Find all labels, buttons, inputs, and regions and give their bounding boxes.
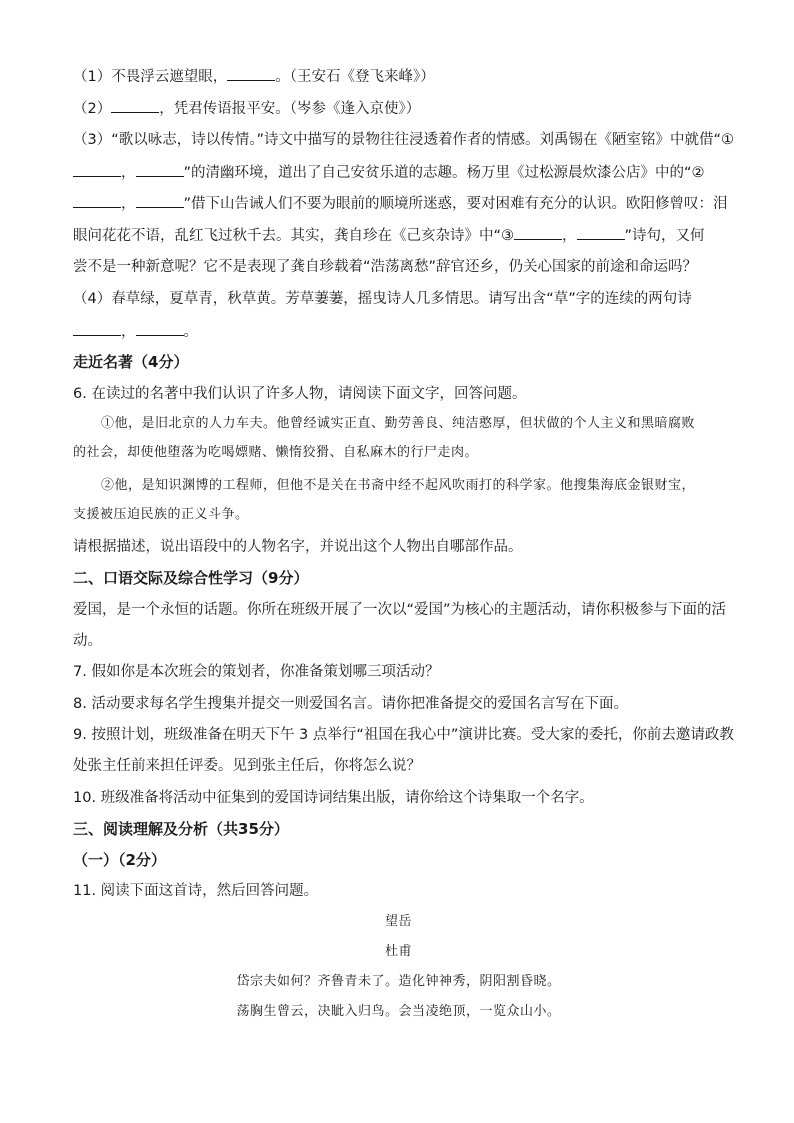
q4-text-1: （4）春草绿，夏草青，秋草黄。芳草萋萋，摇曳诗人几多情思。请写出含“草”字的连续的两句诗 <box>73 291 692 307</box>
question-4-line-2 <box>73 321 724 342</box>
comma: ， <box>562 228 577 244</box>
comma: ， <box>121 165 136 181</box>
q3-text-1: （3）“歌以咏志，诗以传情。”诗文中描写的景物往往浸透着作者的情感。刘禹锡在《陋室铭》中就借“① <box>73 132 735 148</box>
poem-line-2: 荡胸生曾云，决眦入归鸟。会当凌绝顶，一览众山小。 <box>236 1004 561 1019</box>
question-6-ask: 请根据描述，说出语段中的人物名字，并说出这个人物出自哪部作品。 <box>73 539 523 555</box>
passage-2-line-2: 支援被压迫民族的正义斗争。 <box>73 507 249 522</box>
answer-blank[interactable] <box>136 162 184 177</box>
question-2-line <box>73 98 724 119</box>
question-3-line-5 <box>73 257 724 277</box>
question-1-line <box>73 66 724 87</box>
question-3-line-4 <box>73 225 724 246</box>
answer-blank[interactable] <box>111 98 159 113</box>
q3-text-2: ”的清幽环境，道出了自己安贫乐道的志趣。杨万里《过松源晨炊漆公店》中的“② <box>183 165 705 181</box>
q2-text-a: （2） <box>73 101 112 117</box>
section-2-intro-line-2: 动。 <box>73 633 102 649</box>
question-6: 6. 在读过的名著中我们认识了许多人物，请阅读下面文字，回答问题。 <box>73 386 527 402</box>
q2-text-b: ，凭君传语报平安。（岑参《逢入京使》） <box>159 101 421 117</box>
answer-blank[interactable] <box>577 225 625 240</box>
q1-text-a: （1）不畏浮云遮望眼， <box>73 69 228 85</box>
answer-blank[interactable] <box>73 193 121 208</box>
question-9-line-1: 9. 按照计划，班级准备在明天下午 3 点举行“祖国在我心中”演讲比赛。受大家的委托，你前去邀请政教 <box>73 727 734 743</box>
question-9-line-2: 处张主任前来担任评委。见到张主任后，你将怎么说？ <box>73 758 421 774</box>
poem-line-1: 岱宗夫如何？齐鲁青未了。造化钟神秀，阴阳割昏晓。 <box>236 974 561 989</box>
question-7: 7. 假如你是本次班会的策划者，你准备策划哪三项活动？ <box>73 664 440 680</box>
section-heading-2: 二、口语交际及综合性学习（9分） <box>73 569 309 587</box>
q3-text-5: 尝不是一种新意呢？它不是表现了龚自珍载着“浩荡离愁”辞官还乡，仍关心国家的前途和命运吗？ <box>73 259 698 275</box>
question-8: 8. 活动要求每名学生搜集并提交一则爱国名言。请你把准备提交的爱国名言写在下面。 <box>73 696 628 712</box>
comma: ， <box>121 196 136 212</box>
section-heading-classics: 走近名著（4分） <box>73 353 189 371</box>
q1-text-b: 。（王安石《登飞来峰》） <box>275 69 435 85</box>
passage-2-line-1: ②他，是知识渊博的工程师，但他不是关在书斋中经不起风吹雨打的科学家。他搜集海底金银财宝， <box>101 478 696 493</box>
question-3-line-1 <box>73 130 735 150</box>
passage-1-line-2: 的社会，却使他堕落为吃喝嫖赌、懒惰狡猾、自私麻木的行尸走肉。 <box>73 445 479 460</box>
poem-author: 杜甫 <box>384 944 412 959</box>
answer-blank[interactable] <box>73 162 121 177</box>
poem-title: 望岳 <box>384 914 412 929</box>
answer-blank[interactable] <box>227 66 275 81</box>
answer-blank[interactable] <box>136 193 184 208</box>
comma: ， <box>121 324 136 340</box>
question-11: 11. 阅读下面这首诗，然后回答问题。 <box>73 883 319 899</box>
question-10: 10. 班级准备将活动中征集到的爱国诗词结集出版，请你给这个诗集取一个名字。 <box>73 790 594 806</box>
question-3-line-2 <box>73 162 724 183</box>
q4-end: 。 <box>183 324 198 340</box>
passage-1-line-1: ①他，是旧北京的人力车夫。他曾经诚实正直、勤劳善良、纯洁憨厚，但状做的个人主义和黑暗腐败 <box>101 416 696 431</box>
question-3-line-3 <box>73 193 728 214</box>
section-2-intro-line-1: 爱国，是一个永恒的话题。你所在班级开展了一次以“爱国”为核心的主题活动，请你积极参与下面的活 <box>73 602 727 618</box>
question-4-line-1 <box>73 289 724 309</box>
q3-text-4: 眼问花花不语，乱红飞过秋千去。其实，龚自珍在《己亥杂诗》中“③ <box>73 228 515 244</box>
subsection-heading-1: （一）（2分） <box>73 851 166 869</box>
q3-text-3: ”借下山告诫人们不要为眼前的顺境所迷惑，要对困难有充分的认识。欧阳修曾叹：泪 <box>183 196 728 212</box>
q3-text-4b: ”诗句，又何 <box>624 228 705 244</box>
section-heading-3: 三、阅读理解及分析（共35分） <box>73 820 289 838</box>
answer-blank[interactable] <box>73 321 121 336</box>
answer-blank[interactable] <box>514 225 562 240</box>
answer-blank[interactable] <box>136 321 184 336</box>
